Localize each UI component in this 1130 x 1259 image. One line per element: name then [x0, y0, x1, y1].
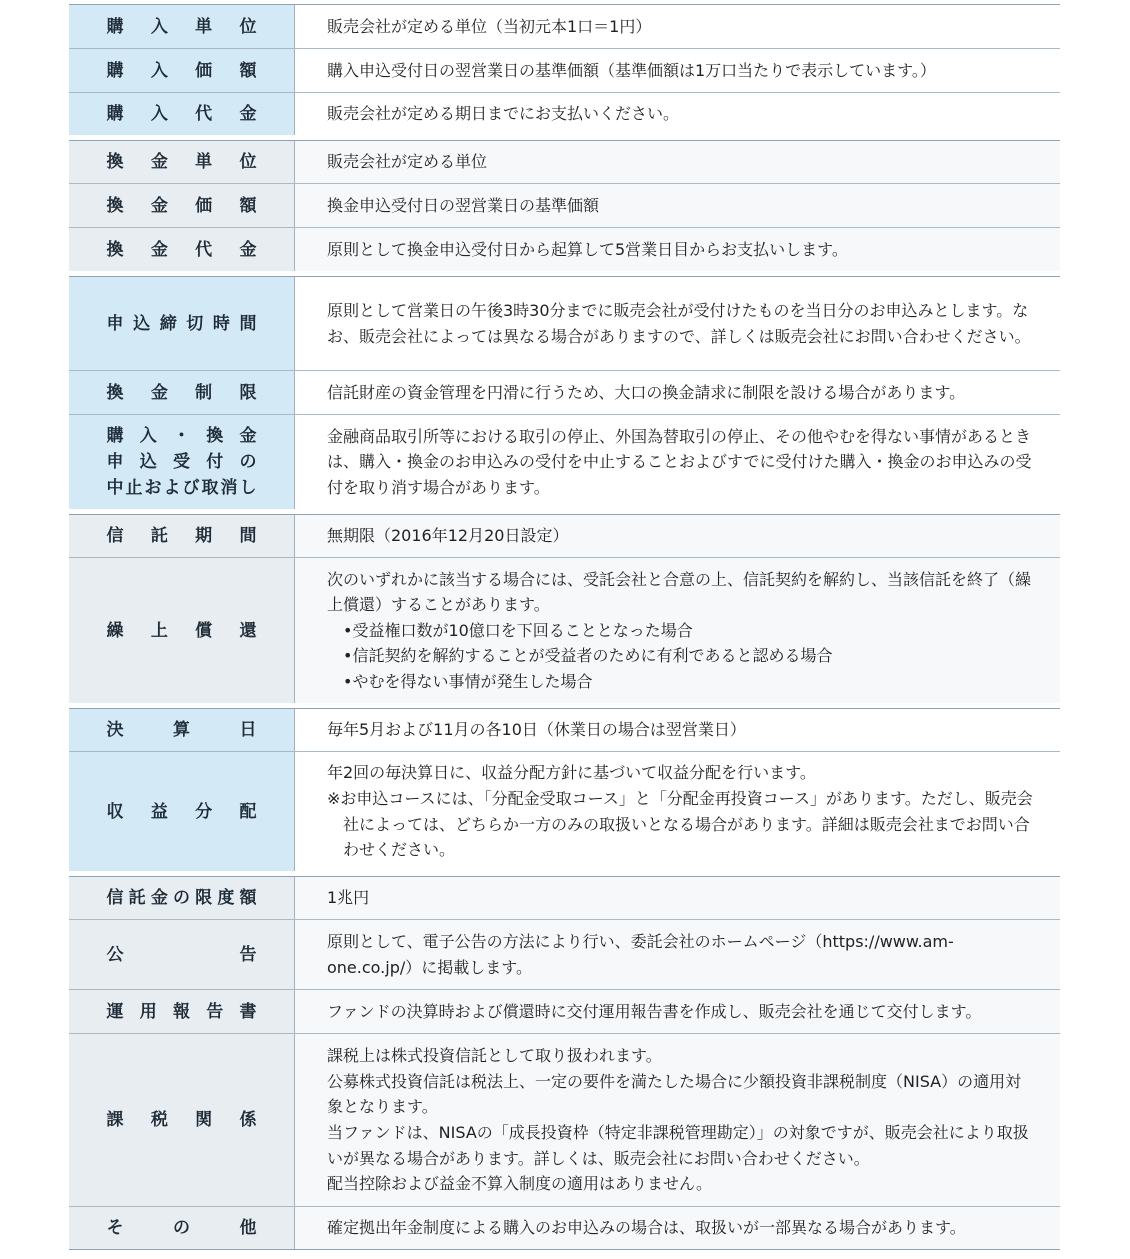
row-value: 1兆円	[295, 877, 1060, 919]
row-label: 信託金の限度額	[69, 877, 295, 919]
row-redemption-price	[69, 183, 1060, 227]
row-label: 信託期間	[69, 515, 295, 557]
row-value: 販売会社が定める単位（当初元本1口＝1円）	[295, 5, 1060, 48]
row-value: 信託財産の資金管理を円滑に行うため、大口の換金請求に制限を設ける場合があります。	[295, 371, 1060, 414]
row-label: 換金代金	[69, 228, 295, 271]
row-label: 収益分配	[69, 752, 295, 871]
row-redemption-unit	[69, 140, 1060, 183]
row-distribution	[69, 751, 1060, 871]
row-value: 毎年5月および11月の各10日（休業日の場合は翌営業日）	[295, 709, 1060, 751]
row-label: 購入価額	[69, 49, 295, 92]
row-taxation	[69, 1033, 1060, 1206]
row-trust-limit	[69, 876, 1060, 919]
row-early-redemption	[69, 557, 1060, 703]
row-value: 原則として、電子公告の方法により行い、委託会社のホームページ（https://www.am-one.co.jp/）に掲載します。	[295, 920, 1060, 989]
row-label: 決算日	[69, 709, 295, 751]
row-label: 繰上償還	[69, 558, 295, 703]
row-value: 課税上は株式投資信託として取り扱われます。 公募株式投資信託は税法上、一定の要件を満たした場合に少額投資非課税制度（NISA）の適用対象となります。 当ファンドは、NISAの「成長投資枠（特定非課税管理勘定）」の対象ですが、販売会社により取扱いが異なる場合があります。詳しくは、販売会社にお問い合わせください。 配当控除および益金不算入制度の適用はありません。	[295, 1034, 1060, 1206]
row-purchase-payment	[69, 92, 1060, 135]
row-purchase-price	[69, 48, 1060, 92]
row-label: 購入単位	[69, 5, 295, 48]
row-value: 無期限（2016年12月20日設定）	[295, 515, 1060, 557]
row-trust-period	[69, 514, 1060, 557]
row-public-notice	[69, 919, 1060, 989]
row-label: 換金価額	[69, 184, 295, 227]
row-management-report	[69, 989, 1060, 1033]
bullet-item: •信託契約を解約することが受益者のために有利であると認める場合	[343, 646, 833, 666]
row-label: 申込締切時間	[69, 277, 295, 370]
row-label: 換金単位	[69, 141, 295, 183]
row-value: 金融商品取引所等における取引の停止、外国為替取引の停止、その他やむを得ない事情があるときは、購入・換金のお申込みの受付を中止することおよびすでに受付けた購入・換金のお申込みの受付を取り消す場合があります。	[295, 415, 1060, 509]
row-redemption-limit	[69, 370, 1060, 414]
row-label: 公告	[69, 920, 295, 989]
row-value: 原則として営業日の午後3時30分までに販売会社が受付けたものを当日分のお申込みとします。なお、販売会社によっては異なる場合がありますので、詳しくは販売会社にお問い合わせください。	[295, 277, 1060, 370]
row-value: 年2回の毎決算日に、収益分配方針に基づいて収益分配を行います。 ※お申込コースには、「分配金受取コース」と「分配金再投資コース」があります。ただし、販売会社によっては、どちらか一方のみの取扱いとなる場合があります。詳細は販売会社までお問い合わせください。	[295, 752, 1060, 871]
row-label: 運用報告書	[69, 990, 295, 1033]
row-other	[69, 1206, 1060, 1250]
bullet-item: •受益権口数が10億口を下回ることとなった場合	[343, 620, 693, 640]
row-label: その他	[69, 1207, 295, 1249]
row-value: 販売会社が定める単位	[295, 141, 1060, 183]
row-redemption-payment	[69, 227, 1060, 271]
row-settlement-date	[69, 708, 1060, 751]
row-value: ファンドの決算時および償還時に交付運用報告書を作成し、販売会社を通じて交付します。	[295, 990, 1060, 1033]
row-value: 原則として換金申込受付日から起算して5営業日目からお支払いします。	[295, 228, 1060, 271]
row-value: 購入申込受付日の翌営業日の基準価額（基準価額は1万口当たりで表示しています。）	[295, 49, 1060, 92]
row-purchase-unit	[69, 4, 1060, 48]
row-label: 購入・換金 申込受付の 中止および取消し	[69, 415, 295, 509]
row-value: 換金申込受付日の翌営業日の基準価額	[295, 184, 1060, 227]
row-value: 販売会社が定める期日までにお支払いください。	[295, 93, 1060, 135]
row-label: 課税関係	[69, 1034, 295, 1206]
row-label: 換金制限	[69, 371, 295, 414]
note-item: ※お申込コースには、「分配金受取コース」と「分配金再投資コース」があります。ただし、販売会社によっては、どちらか一方のみの取扱いとなる場合があります。詳細は販売会社までお問い合わせください。	[327, 788, 1033, 860]
row-suspension	[69, 414, 1060, 509]
row-label: 購入代金	[69, 93, 295, 135]
row-value: 確定拠出年金制度による購入のお申込みの場合は、取扱いが一部異なる場合があります。	[295, 1207, 1060, 1249]
row-application-deadline	[69, 276, 1060, 370]
fund-info-table	[69, 4, 1060, 1250]
row-value: 次のいずれかに該当する場合には、受託会社と合意の上、信託契約を解約し、当該信託を終了（繰上償還）することがあります。 •受益権口数が10億口を下回ることとなった場合 •信託契約を解約することが受益者のために有利であると認める場合 •やむを得ない事情が発生した場合	[295, 558, 1060, 703]
bullet-item: •やむを得ない事情が発生した場合	[343, 671, 593, 691]
